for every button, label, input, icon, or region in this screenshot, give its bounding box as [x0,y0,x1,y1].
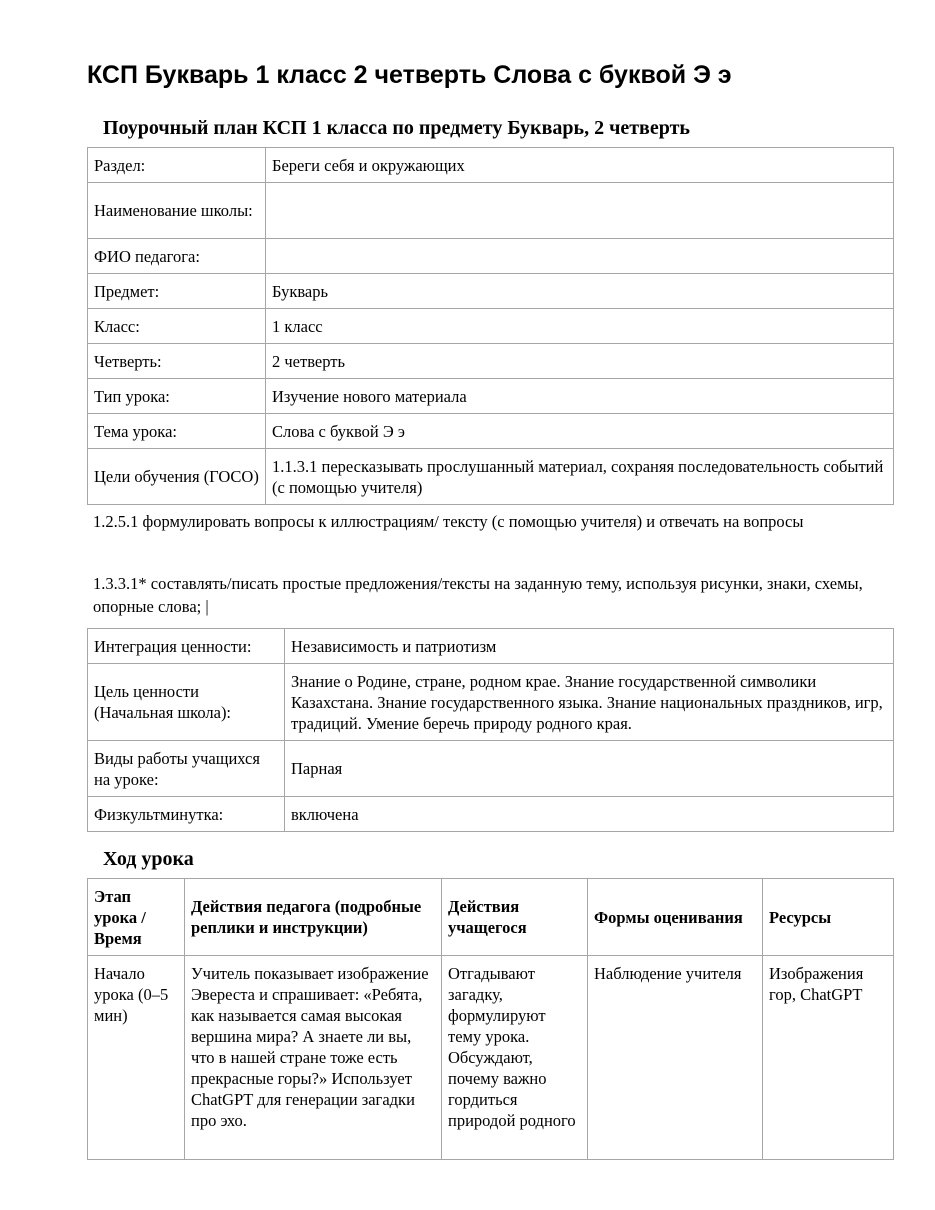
values-label: Цель ценности (Начальная школа): [88,664,285,741]
info-row-teacher [88,239,894,274]
values-row-exercise [88,797,894,832]
values-value: включена [285,797,894,832]
info-label: Класс: [88,309,266,344]
lesson-flow-title: Ход урока [103,848,194,870]
document-title: КСП Букварь 1 класс 2 четверть Слова с буквой Э э [87,61,732,89]
info-row-section [88,148,894,183]
values-row-goal [88,664,894,741]
info-label: Предмет: [88,274,266,309]
info-label: Раздел: [88,148,266,183]
info-value [266,183,894,239]
header-stage: Этап урока / Время [88,879,185,956]
lesson-stage: Начало урока (0–5 мин) [88,956,185,1160]
values-value: Знание о Родине, стране, родном крае. Знание государственной символики Казахстана. Знание государственного языка. Знание национальных праздников, игр, традиций. Умение беречь природу родного края. [285,664,894,741]
header-resources: Ресурсы [763,879,894,956]
info-value: 1.1.3.1 пересказывать прослушанный материал, сохраняя последовательность событий (с помощью учителя) [266,449,894,505]
lesson-student-actions: Отгадывают загадку, формулируют тему урока. Обсуждают, почему важно гордиться природой родного [442,956,588,1160]
values-row-integration [88,629,894,664]
info-label: Четверть: [88,344,266,379]
info-value [266,239,894,274]
header-student-actions: Действия учащегося [442,879,588,956]
info-value: 1 класс [266,309,894,344]
info-row-grade [88,309,894,344]
info-label: Тема урока: [88,414,266,449]
info-row-quarter [88,344,894,379]
header-teacher-actions: Действия педагога (подробные реплики и инструкции) [185,879,442,956]
info-label: ФИО педагога: [88,239,266,274]
lesson-teacher-actions: Учитель показывает изображение Эвереста и спрашивает: «Ребята, как называется самая высокая вершина мира? А знаете ли вы, что в нашей стране тоже есть прекрасные горы?» Использует ChatGPT для генерации загадки про эхо. [185,956,442,1160]
info-value: Береги себя и окружающих [266,148,894,183]
goal-paragraph: 1.2.5.1 формулировать вопросы к иллюстрациям/ тексту (с помощью учителя) и отвечать на вопросы [93,512,804,531]
lesson-row [88,956,894,1160]
info-value: Слова с буквой Э э [266,414,894,449]
info-row-lesson-type [88,379,894,414]
info-row-topic [88,414,894,449]
goal-paragraph: 1.3.3.1* составлять/писать простые предложения/тексты на заданную тему, используя рисунки, знаки, схемы, опорные слова; | [93,574,863,616]
values-label: Интеграция ценности: [88,629,285,664]
lesson-resources: Изображения гор, ChatGPT [763,956,894,1160]
lesson-flow-table [87,878,894,1160]
info-row-school [88,183,894,239]
info-value: Букварь [266,274,894,309]
info-row-goals [88,449,894,505]
info-value: Изучение нового материала [266,379,894,414]
info-value: 2 четверть [266,344,894,379]
values-row-work-types [88,741,894,797]
values-label: Физкультминутка: [88,797,285,832]
plan-title: Поурочный план КСП 1 класса по предмету Букварь, 2 четверть [103,117,690,139]
values-table [87,628,894,832]
lesson-header-row [88,879,894,956]
values-value: Парная [285,741,894,797]
info-label: Наименование школы: [88,183,266,239]
values-label: Виды работы учащихся на уроке: [88,741,285,797]
header-assessment: Формы оценивания [588,879,763,956]
lesson-assessment: Наблюдение учителя [588,956,763,1160]
values-value: Независимость и патриотизм [285,629,894,664]
info-label: Цели обучения (ГОСО) [88,449,266,505]
lesson-info-table [87,147,894,505]
info-label: Тип урока: [88,379,266,414]
info-row-subject [88,274,894,309]
